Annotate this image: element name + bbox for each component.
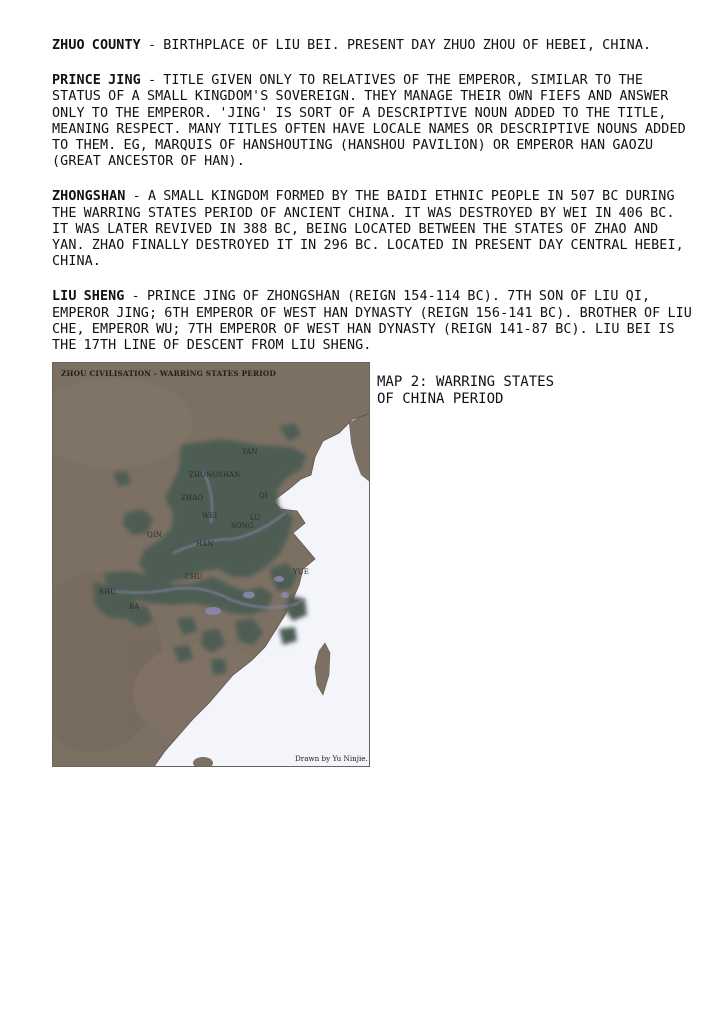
map-label-zhongshan: ZHONGSHAN (189, 471, 241, 479)
glossary-notes (52, 38, 692, 373)
entry-definition: - BIRTHPLACE OF LIU BEI. PRESENT DAY ZHUO ZHOU OF HEBEI, CHINA. (140, 38, 652, 53)
map-label-qin: QIN (147, 531, 162, 539)
entry-definition: - A SMALL KINGDOM FORMED BY THE BAIDI ETHNIC PEOPLE IN 507 BC DURING THE WARRING STATES PERIOD OF ANCIENT CHINA. IT WAS DESTROYED BY WEI IN 406 BC. IT WAS LATER REVIVED IN 388 BC, BEING LOCATED BETWEEN THE STATES OF ZHAO AND YAN. ZHAO FINALLY DESTROYED IT IN 296 BC. LOCATED IN PRESENT DAY CENTRAL HEBEI, CHINA. (52, 189, 684, 270)
caption-line-2: OF CHINA PERIOD (377, 391, 504, 407)
glossary-entry-zhongshan (52, 189, 692, 270)
entry-term: ZHUO COUNTY (52, 38, 141, 53)
glossary-entry-zhuo-county (52, 38, 692, 54)
map-caption (377, 374, 597, 408)
entry-definition: - TITLE GIVEN ONLY TO RELATIVES OF THE EMPEROR, SIMILAR TO THE STATUS OF A SMALL KINGDOM'S SOVEREIGN. THEY MANAGE THEIR OWN FIEFS AND ANSWER ONLY TO THE EMPEROR. 'JING' IS SORT OF A DESCRIPTIVE NOUN ADDED TO THE TITLE, MEANING RESPECT. MANY TITLES OFTEN HAVE LOCALE NAMES OR DESCRIPTIVE NOUNS ADDED TO THEM. EG, MARQUIS OF HANSHOUTING (HANSHOU PAVILION) OR EMPEROR HAN GAOZU (GREAT ANCESTOR OF HAN). (52, 73, 686, 170)
caption-line-1: MAP 2: WARRING STATES (377, 374, 555, 390)
entry-definition: - PRINCE JING OF ZHONGSHAN (REIGN 154-114 BC). 7TH SON OF LIU QI, EMPEROR JING; 6TH EMPEROR OF WEST HAN DYNASTY (REIGN 156-141 BC). BROTHER OF LIU CHE, EMPEROR WU; 7TH EMPEROR OF WEST HAN DYNASTY (REIGN 141-87 BC). LIU BEI IS THE 17TH LINE OF DESCENT FROM LIU SHENG. (52, 289, 692, 354)
map-label-qi: QI (259, 492, 268, 500)
map-label-song: SONG (231, 522, 254, 530)
entry-term: ZHONGSHAN (52, 189, 126, 205)
map-label-zhao: ZHAO (181, 494, 204, 502)
map-label-wei: WEI (202, 512, 218, 520)
map-credit: Drawn by Yu Ninjie. (295, 754, 368, 763)
map-label-lu: LU (250, 514, 261, 522)
map-label-ba: BA (129, 603, 140, 611)
map-svg (53, 363, 370, 767)
warring-states-map (52, 362, 370, 767)
glossary-entry-prince-jing (52, 73, 692, 170)
entry-term: PRINCE JING (52, 73, 141, 89)
entry-term: LIU SHENG (52, 289, 125, 305)
map-label-shu: SHU (99, 588, 117, 596)
map-label-chu: CHU (185, 573, 203, 581)
map-label-han: HAN (196, 540, 214, 548)
glossary-entry-liu-sheng (52, 289, 692, 354)
map-label-yue: YUE (293, 568, 309, 576)
map-label-yan: YAN (242, 448, 258, 456)
map-title: ZHOU CIVILISATION - WARRING STATES PERIOD (61, 369, 276, 378)
